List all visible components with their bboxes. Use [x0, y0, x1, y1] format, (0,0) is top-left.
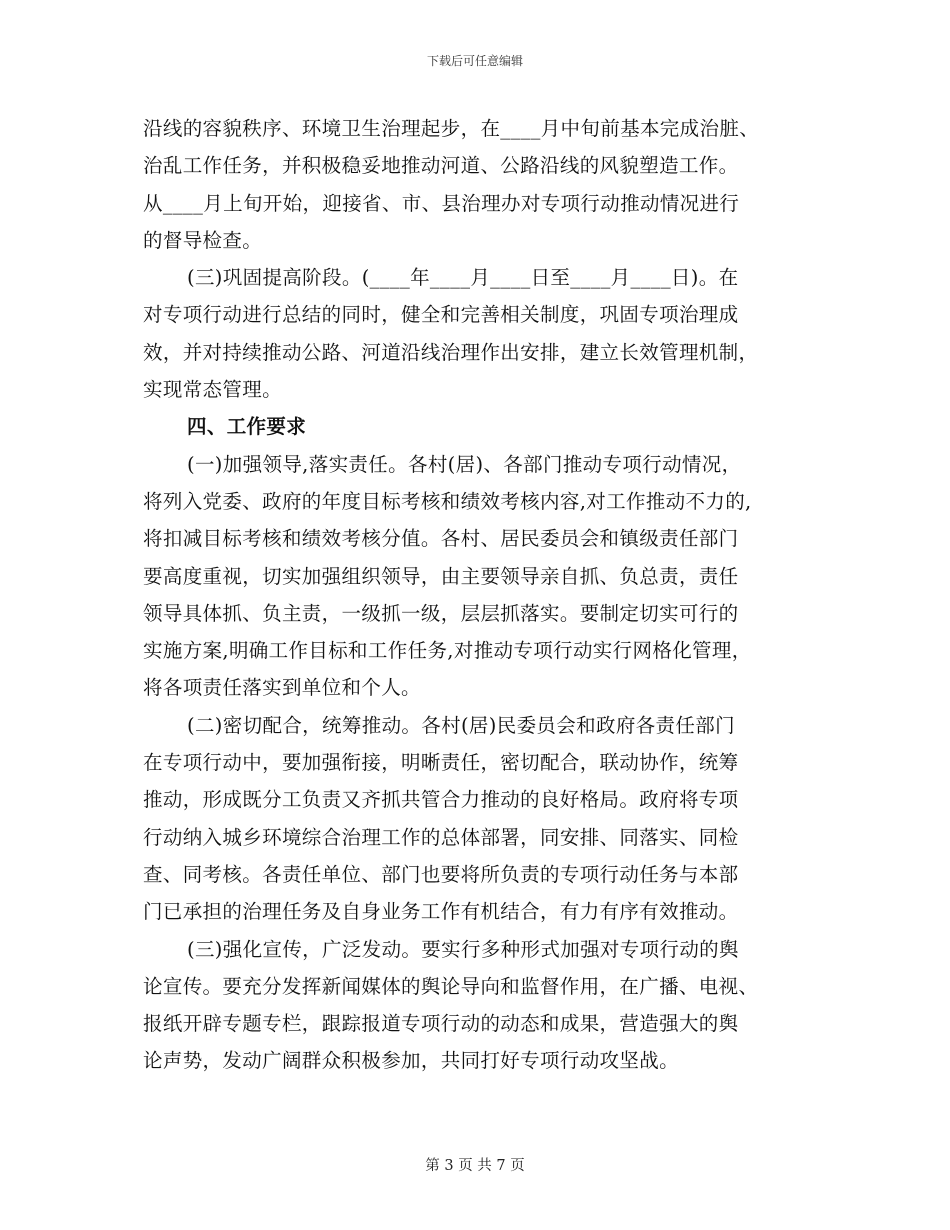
body-line: 领导具体抓、负主责，一级抓一级，层层抓落实。要制定切实可行的 — [143, 601, 739, 625]
body-line: 的督导检查。 — [143, 228, 263, 252]
paragraph-start-line: (三)强化宣传，广泛发动。要实行多种形式加强对专项行动的舆 — [187, 937, 739, 961]
body-line: 报纸开辟专题专栏，跟踪报道专项行动的动态和成果，营造强大的舆 — [143, 1012, 739, 1036]
paragraph-start-line: (二)密切配合，统筹推动。各村(居)民委员会和政府各责任部门 — [187, 713, 735, 737]
body-line: 将各项责任落实到单位和个人。 — [143, 676, 421, 700]
body-line: 论声势，发动广阔群众积极参加，共同打好专项行动攻坚战。 — [143, 1049, 679, 1073]
page-header: 下载后可任意编辑 — [426, 54, 523, 68]
body-line: 行动纳入城乡环境综合治理工作的总体部署，同安排、同落实、同检 — [143, 825, 739, 849]
body-line: 实现常态管理。 — [143, 378, 282, 402]
body-line: 将扣减目标考核和绩效考核分值。各村、居民委员会和镇级责任部门 — [143, 527, 739, 551]
body-line: 沿线的容貌秩序、环境卫生治理起步，在____月中旬前基本完成治脏、 — [143, 117, 760, 140]
body-line: 治乱工作任务，并积极稳妥地推动河道、公路沿线的风貌塑造工作。 — [143, 154, 739, 178]
body-line: 论宣传。要充分发挥新闻媒体的舆论导向和监督作用，在广播、电视、 — [143, 974, 759, 998]
paragraph-start-line: (一)加强领导,落实责任。各村(居)、各部门推动专项行动情况， — [187, 452, 742, 476]
body-line: 效，并对持续推动公路、河道沿线治理作出安排，建立长效管理机制， — [143, 340, 759, 364]
paragraph-start-line: (三)巩固提高阶段。(____年____月____日至____月____日)。在 — [187, 266, 739, 290]
body-line: 要高度重视，切实加强组织领导，由主要领导亲自抓、负总责，责任 — [143, 564, 739, 588]
body-line: 对专项行动进行总结的同时，健全和完善相关制度，巩固专项治理成 — [143, 303, 739, 327]
body-line: 从____月上旬开始，迎接省、市、县治理办对专项行动推动情况进行 — [143, 191, 740, 215]
document-body — [143, 110, 815, 1080]
body-line: 在专项行动中，要加强衔接，明晰责任，密切配合，联动协作，统筹 — [143, 751, 739, 775]
body-line: 将列入党委、政府的年度目标考核和绩效考核内容,对工作推动不力的, — [143, 489, 752, 513]
page-number-footer: 第 3 页 共 7 页 — [425, 1158, 525, 1174]
body-line: 推动，形成既分工负责又齐抓共管合力推动的良好格局。政府将专项 — [143, 788, 739, 812]
section-heading: 四、工作要求 — [187, 415, 307, 439]
body-line: 实施方案,明确工作目标和工作任务,对推动专项行动实行网格化管理， — [143, 639, 752, 663]
body-line: 门已承担的治理任务及自身业务工作有机结合，有力有序有效推动。 — [143, 900, 739, 924]
body-line: 查、同考核。各责任单位、部门也要将所负责的专项行动任务与本部 — [143, 862, 739, 886]
